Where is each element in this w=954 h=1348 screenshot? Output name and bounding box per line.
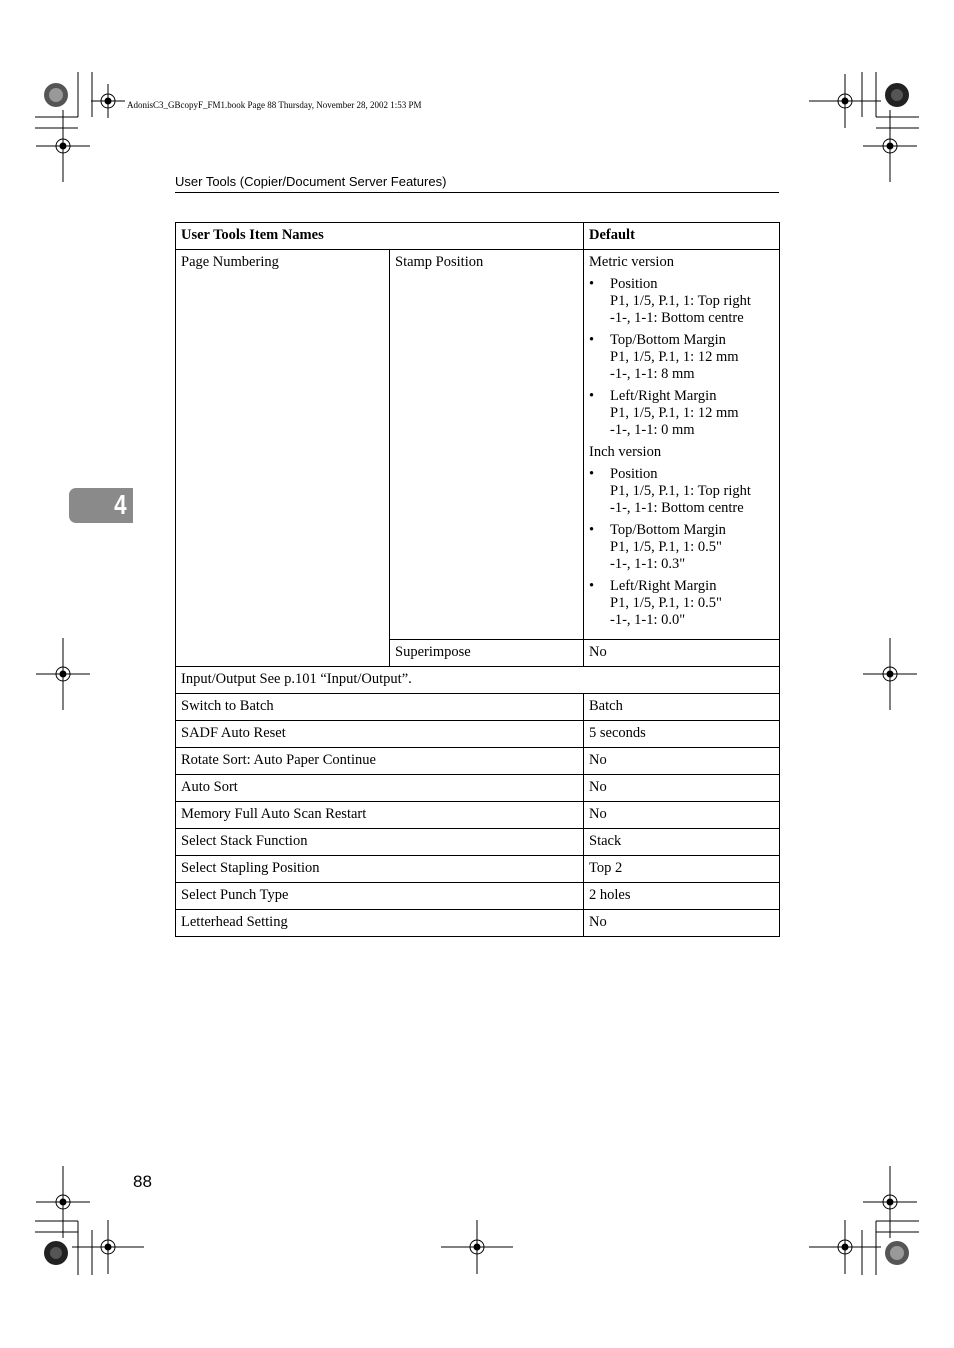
superimpose-label: Superimpose [390,640,584,667]
table-row [176,667,780,694]
item-default: No [584,910,780,937]
list-item: • Top/Bottom Margin P1, 1/5, P.1, 1: 0.5" -1-, 1-1: 0.3" [589,522,774,573]
superimpose-default: No [584,640,780,667]
list-item: • Position P1, 1/5, P.1, 1: Top right -1-, 1-1: Bottom centre [589,276,774,327]
item-default: 5 seconds [584,721,780,748]
list-item: • Position P1, 1/5, P.1, 1: Top right -1-, 1-1: Bottom centre [589,466,774,517]
table-row [176,721,780,748]
item-default: 2 holes [584,883,780,910]
table-row [176,802,780,829]
item-default: No [584,802,780,829]
user-tools-table [175,222,780,937]
list-item: • Left/Right Margin P1, 1/5, P.1, 1: 12 mm -1-, 1-1: 0 mm [589,388,774,439]
item-name: Select Stapling Position [176,856,584,883]
list-item: • Left/Right Margin P1, 1/5, P.1, 1: 0.5" -1-, 1-1: 0.0" [589,578,774,629]
item-name: Rotate Sort: Auto Paper Continue [176,748,584,775]
col-header-default: Default [584,223,780,250]
item-default: Batch [584,694,780,721]
table-row [176,694,780,721]
col-header-item-names: User Tools Item Names [176,223,584,250]
item-name: Auto Sort [176,775,584,802]
chapter-tab [69,488,133,523]
metric-version-label: Metric version [589,254,674,270]
table-row [176,829,780,856]
item-name: Letterhead Setting [176,910,584,937]
stamp-position-label: Stamp Position [390,250,584,640]
page-number: 88 [133,1172,152,1191]
item-default: Stack [584,829,780,856]
item-name: Select Stack Function [176,829,584,856]
table-row [176,910,780,937]
item-name: SADF Auto Reset [176,721,584,748]
item-name: Switch to Batch [176,694,584,721]
header-rule [175,192,779,193]
table-row [176,856,780,883]
inch-version-label: Inch version [589,444,662,460]
printer-info-line: AdonisC3_GBcopyF_FM1.book Page 88 Thursday, November 28, 2002 1:53 PM [127,100,422,110]
table-row [176,250,780,640]
table-row [176,748,780,775]
table-row [176,775,780,802]
item-default: Top 2 [584,856,780,883]
item-name: Select Punch Type [176,883,584,910]
list-item: • Top/Bottom Margin P1, 1/5, P.1, 1: 12 mm -1-, 1-1: 8 mm [589,332,774,383]
table-row [176,883,780,910]
chapter-number: 4 [114,489,127,520]
table-header-row [176,223,780,250]
inch-list [589,466,774,629]
metric-list [589,276,774,439]
stamp-position-default [584,250,780,640]
item-default: No [584,748,780,775]
input-output-ref: Input/Output See p.101 “Input/Output”. [176,667,780,694]
running-head: User Tools (Copier/Document Server Features) [175,174,447,189]
item-default: No [584,775,780,802]
item-name: Memory Full Auto Scan Restart [176,802,584,829]
page-numbering-label: Page Numbering [176,250,390,667]
